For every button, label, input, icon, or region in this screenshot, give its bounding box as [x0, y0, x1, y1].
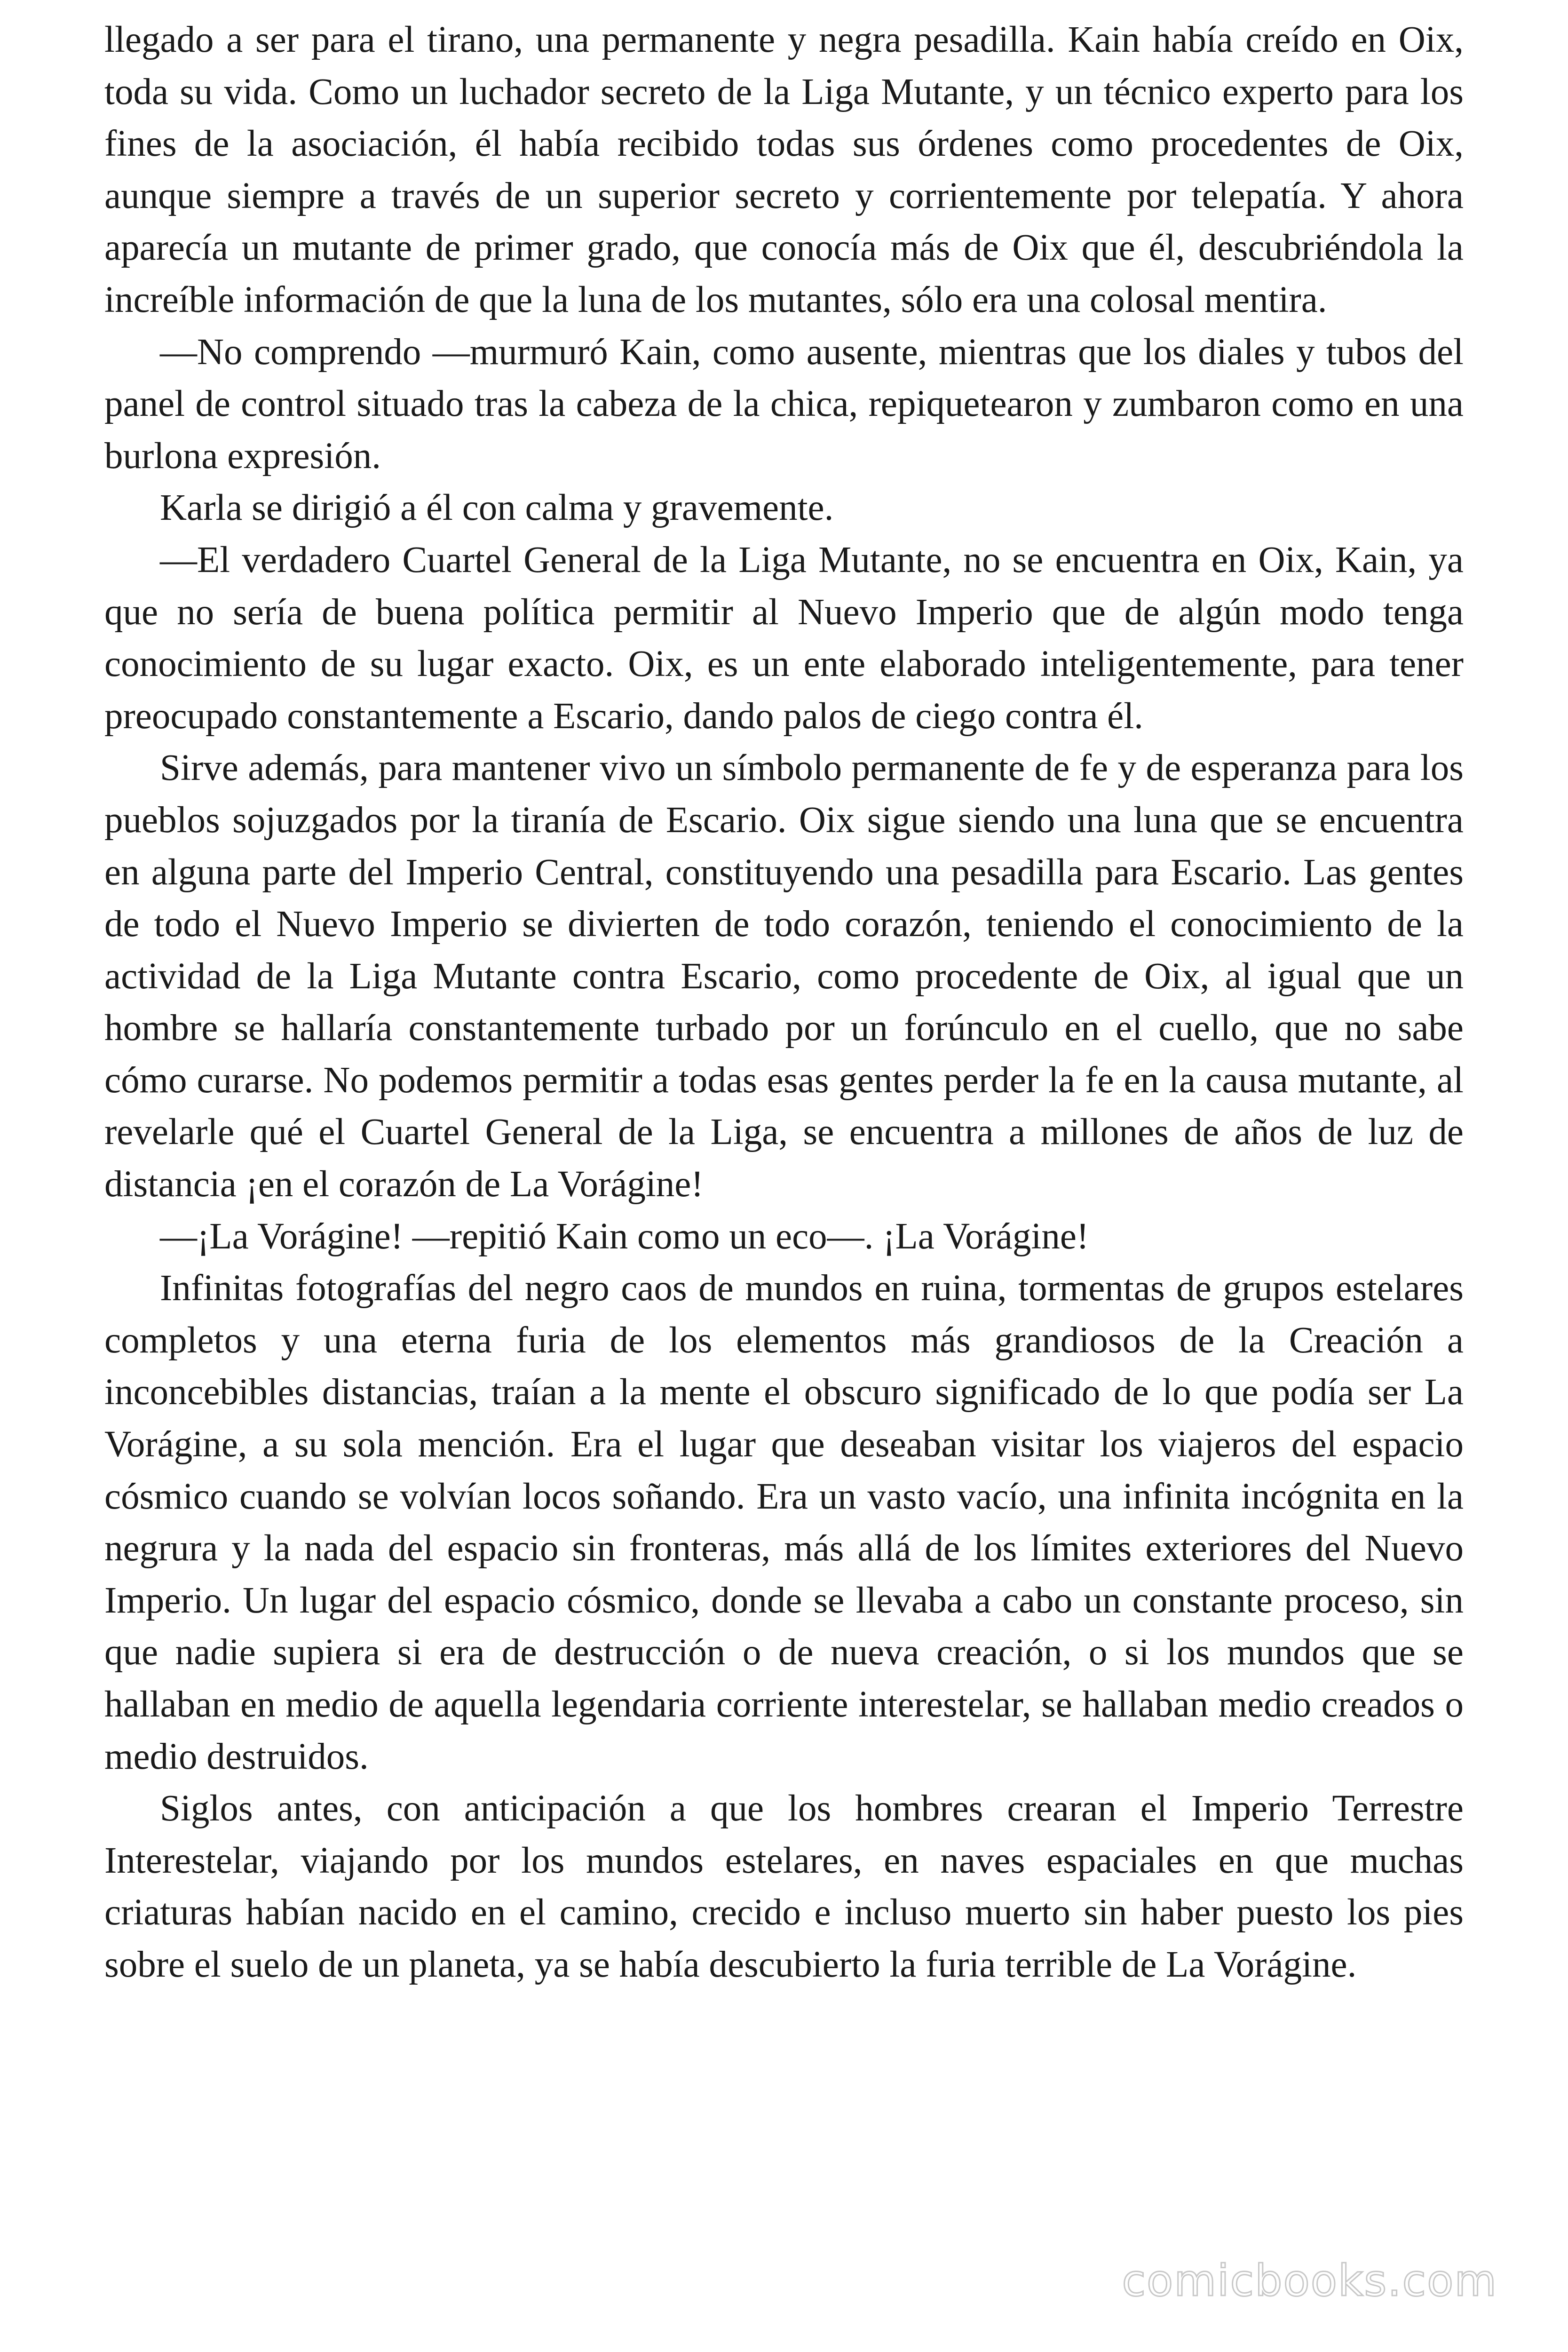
- paragraph-3: Karla se dirigió a él con calma y gravemente.: [160, 487, 834, 529]
- watermark: comicbooks.com: [1122, 2256, 1497, 2306]
- paragraph-5: Sirve además, para mantener vivo un símbolo permanente de fe y de esperanza para los pueblos sojuzgados por la tiranía de Escario. Oix sigue siendo una luna que se encuentra en alguna parte del Imperio Central, constituyendo una pesadilla para Escario. Las gentes de todo el Nuevo Imperio se divierten de todo corazón, teniendo el conocimiento de la actividad de la Liga Mutante contra Escario, como procedente de Oix, al igual que un hombre se hallaría constantemente turbado por un forúnculo en el cuello, que no sabe cómo curarse. No podemos permitir a todas esas gentes perder la fe en la causa mutante, al revelarle qué el Cuartel General de la Liga, se encuentra a millones de años de luz de distancia ¡en el corazón de La Vorágine!: [104, 747, 1464, 1205]
- page-text: [104, 14, 1464, 1991]
- paragraph-2: —No comprendo —murmuró Kain, como ausente, mientras que los diales y tubos del panel de control situado tras la cabeza de la chica, repiquetearon y zumbaron como en una burlona expresión.: [104, 331, 1464, 477]
- paragraph-1: llegado a ser para el tirano, una permanente y negra pesadilla. Kain había creído en Oix, toda su vida. Como un luchador secreto de la Liga Mutante, y un técnico experto para los fines de la asociación, él había recibido todas sus órdenes como procedentes de Oix, aunque siempre a través de un superior secreto y corrientemente por telepatía. Y ahora aparecía un mutante de primer grado, que conocía más de Oix que él, descubriéndola la increíble información de que la luna de los mutantes, sólo era una colosal mentira.: [104, 19, 1464, 320]
- paragraph-6: —¡La Vorágine! —repitió Kain como un eco—. ¡La Vorágine!: [160, 1216, 1089, 1257]
- paragraph-4: —El verdadero Cuartel General de la Liga Mutante, no se encuentra en Oix, Kain, ya que no sería de buena política permitir al Nuevo Imperio que de algún modo tenga conocimiento de su lugar exacto. Oix, es un ente elaborado inteligentemente, para tener preocupado constantemente a Escario, dando palos de ciego contra él.: [104, 539, 1464, 737]
- paragraph-8: Siglos antes, con anticipación a que los hombres crearan el Imperio Terrestre Interestelar, viajando por los mundos estelares, en naves espaciales en que muchas criaturas habían nacido en el camino, crecido e incluso muerto sin haber puesto los pies sobre el suelo de un planeta, ya se había descubierto la furia terrible de La Vorágine.: [104, 1788, 1464, 1985]
- paragraph-7: Infinitas fotografías del negro caos de mundos en ruina, tormentas de grupos estelares completos y una eterna furia de los elementos más grandiosos de la Creación a inconcebibles distancias, traían a la mente el obscuro significado de lo que podía ser La Vorágine, a su sola mención. Era el lugar que deseaban visitar los viajeros del espacio cósmico cuando se volvían locos soñando. Era un vasto vacío, una infinita incógnita en la negrura y la nada del espacio sin fronteras, más allá de los límites exteriores del Nuevo Imperio. Un lugar del espacio cósmico, donde se llevaba a cabo un constante proceso, sin que nadie supiera si era de destrucción o de nueva creación, o si los mundos que se hallaban en medio de aquella legendaria corriente interestelar, se hallaban medio creados o medio destruidos.: [104, 1268, 1464, 1777]
